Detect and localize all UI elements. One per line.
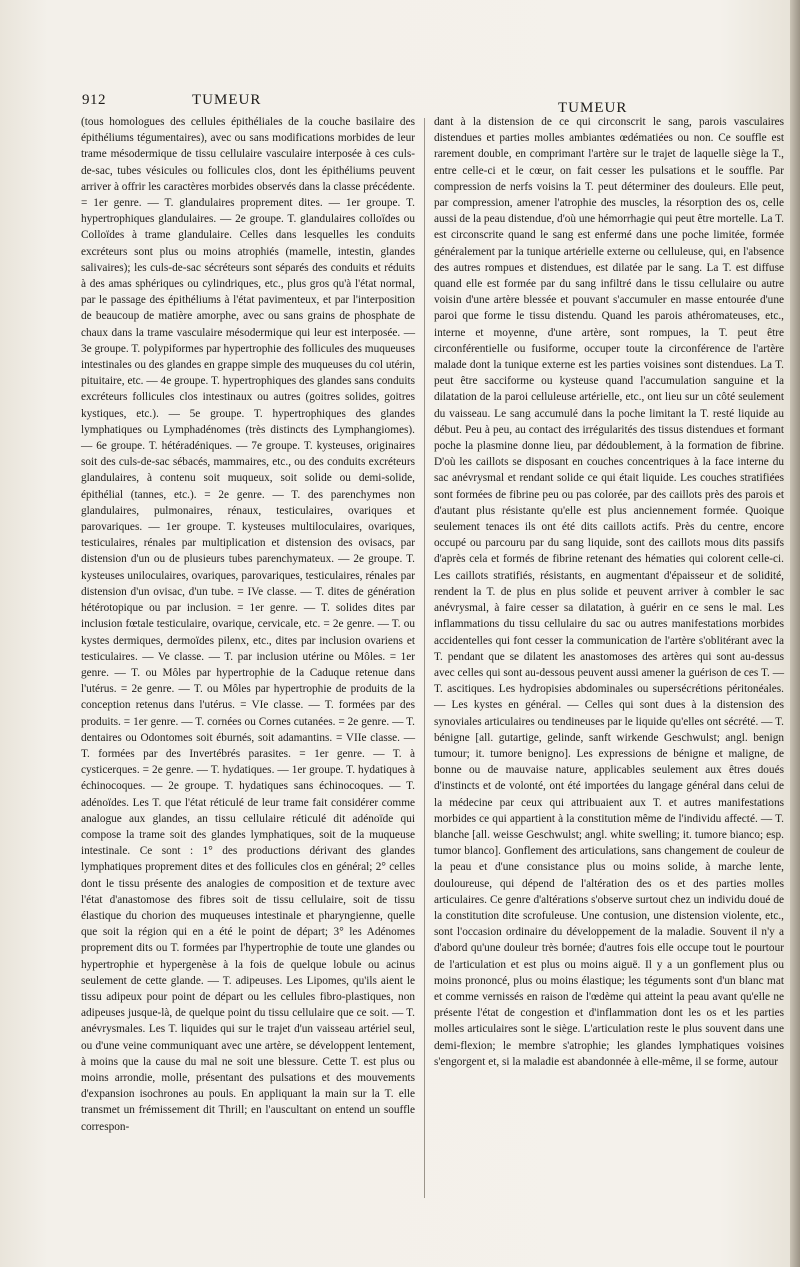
text-column-right <box>434 114 784 1070</box>
body-text-right: dant à la distension de ce qui circonscrit le sang, parois vasculaires distendues et parties molles ambiantes œdématiées ou non. Ce souffle est rarement double, en comprimant l'artère sur le trajet de laquelle siège la T., entre celle-ci et le cœur, on fait cesser les pulsations et le souffle. Par compression de nerfs voisins la T. peut déterminer des douleurs. Elle peut, par compression, amener l'atrophie des muscles, la résorption des os, celle aussi de la peau distendue, d'où une hémorrhagie qui peut être mortelle. La T. est circonscrite quand le sang est enfermé dans une poche limitée, formée généralement par la tunique artérielle externe ou celluleuse, qui, en l'absence des autres rompues et distendues, est dilatée par le sang. La T. est diffuse quand elle est formée par du sang infiltré dans le tissu cellulaire ou autre voisin d'une artère blessée et pouvant s'accumuler en masse entourée d'une paroi que forme le tissu distendu. Quand les parois athéromateuses, etc., interne et moyenne, d'une artère, sont rompues, la T. peut être circonférentielle ou fusiforme, occuper toute la circonférence de l'artère malade dont la tunique externe est les parties voisines sont distendues. La T. peut être sacciforme ou kysteuse quand l'accumulation sanguine et la dilatation de la paroi celluleuse artérielle, etc., ont lieu sur un côté seulement du vaisseau. Le sang accumulé dans la poche limitant la T. resté liquide au début. Peu à peu, au contact des irrégularités des tissus distendues et formant poche la plasmine donne lieu, par dédoublement, à la formation de fibrine. D'où les caillots se disposant en couches concentriques à la face interne du sac anévrysmal et rendant solide ce qui était liquide. Les couches stratifiées sont formées de fibrine peu ou pas colorée, par des caillots près des parois et d'autant plus résistante qu'elle est plus anciennement formée. Quoique seulement tenaces ils ont été dits caillots actifs. Près du centre, encore occupé ou parcouru par du sang liquide, sont des caillots mous dits passifs d'après cela et formés de fibrine retenant des hématies qui colorent celle-ci. Les caillots stratifiés, résistants, en augmentant d'épaisseur et de solidité, rendent la T. de plus en plus solide et peuvent arriver à combler le sac anévrysmal, à faire cesser sa dilatation, à guérir en ce sens le mal. Les inflammations du tissu cellulaire du sac ou autres manifestations morbides accidentelles qui font cesser la communication de l'artère s'oblitérant avec la T. pendant que se dilatent les anastomoses des artères qui sont au-dessus avec celles qui sont au-dessous peuvent aussi amener la guérison de ces T. — T. ascitiques. Les hydropisies abdominales ou supersécrétions péritonéales. — Les kystes en général. — Celles qui sont dues à la distension des synoviales articulaires ou tendineuses par le liquide qu'elles ont sécrété. — T. bénigne [all. gutartige, gelinde, sanft wirkende Geschwulst; angl. benign tumour; it. tumore benigno]. Les expressions de bénigne et maligne, de bonne ou de mauvaise nature, applicables seulement aux êtres doués d'instincts et de volonté, ont été importées du langage général dans celui de la médecine par ceux qui attribuaient aux T. et autres manifestations morbides ce qui appartient à la constitution même de l'individu affecté. — T. blanche [all. weisse Geschwulst; angl. white swelling; it. tumore bianco; esp. tumor blanco]. Gonflement des articulations, sans changement de couleur de la peau et d'une consistance plus ou moins solide, à marche lente, douloureuse, qui dépend de l'altération des os et des parties molles articulaires. Ce genre d'altérations s'observe surtout chez un individu doué de la constitution dite scrofuleuse. Une contusion, une distension violente, etc., sont l'occasion ordinaire du développement de la maladie. Souvent il n'y a d'abord qu'une douleur très bornée; d'autres fois elle occupe tout le pourtour de l'articulation et est plus ou moins aiguë. Il y a un gonflement plus ou moins prononcé, plus ou moins élastique; les téguments sont d'un blanc mat et comme vernissés en raison de l'œdème qui atteint la peau avant qu'elle ne présente l'état de congestion et d'inflammation dont les os et les parties molles articulaires sont le siège. L'articulation reste le plus souvent dans une demi-flexion; le membre s'atrophie; les glandes lymphatiques voisines s'engorgent et, si la maladie est abandonnée à elle-même, il se forme, autour <box>434 116 784 1068</box>
page-number: 912 <box>82 92 106 108</box>
column-divider <box>424 118 425 1198</box>
page-edge-shadow <box>790 0 800 1267</box>
text-column-left <box>81 114 415 1135</box>
running-title-left: TUMEUR <box>192 92 262 108</box>
body-text-left: (tous homologues des cellules épithéliales de la couche basilaire des épithéliums tégumentaires), avec ou sans modifications morbides de leur trame mésodermique de tissu cellulaire vasculaire interposée à ces culs-de-sac, tubes vésicules ou follicules clos, dont les épithéliums peuvent arriver à offrir les caractères morbides observés dans la classe précédente. = 1er genre. — T. glandulaires proprement dites. — 1er groupe. T. hypertrophiques glandulaires. — 2e groupe. T. glandulaires colloïdes ou Colloïdes à trame glandulaire. Celles dans lesquelles les conduits excréteurs sont plus ou moins atrophiés (mamelle, intestin, glandes salivaires); les culs-de-sac sécréteurs sont séparés des conduits et réduits à des amas sphériques ou cylindriques, etc., plus gros qu'à l'état normal, par le passage des épithéliums à l'état pavimenteux, et par l'interposition de beaucoup de matière amorphe, avec ou sans grains de phosphate de chaux dans la trame vasculaire mésodermique qui leur est interposée. — 3e groupe. T. polypiformes par hypertrophie des follicules des muqueuses intestinales ou des glandes en grappe simple des muqueuses du col utérin, pituitaire, etc. — 4e groupe. T. hypertrophiques des glandes sans conduits excréteurs follicules clos intestinaux ou autres (goitres solides, goitres kystiques, etc.). — 5e groupe. T. hypertrophiques des glandes lymphatiques ou Lymphadénomes (très distincts des Lymphangiomes). — 6e groupe. T. hétéradéniques. — 7e groupe. T. kysteuses, originaires soit des culs-de-sac sébacés, mammaires, etc., ou des conduits excréteurs glandulaires, à contenu soit muqueux, soit solide ou demi-solide, épithélial (tannes, etc.). = 2e genre. — T. des parenchymes non glandulaires, pulmonaires, rénaux, testiculaires, ovariques et parovariques. — 1er groupe. T. kysteuses multiloculaires, ovariques, testiculaires, rénales par multiplication et distension des ovisacs, par distension d'un ou de plusieurs tubes parenchymateux. — 2e groupe. T. kysteuses uniloculaires, ovariques, parovariques, testiculaires, rénales par distension d'un ovisac, d'un tube. = IVe classe. — T. dites de génération hétérotopique ou par inclusion. = 1er genre. — T. solides dites par inclusion fœtale testiculaire, ovarique, cervicale, etc. = 2e genre. — T. ou kystes dermiques, dermoïdes pilenx, etc., dites par inclusion ovariens et testiculaires. — Ve classe. — T. par inclusion utérine ou Môles. = 1er genre. — T. ou Môles par hypertrophie de la Caduque retenue dans l'utérus. = 2e genre. — T. ou Môles par hypertrophie de produits de la conception retenus dans l'utérus. = VIe classe. — T. formées par des produits. = 1er genre. — T. cornées ou Cornes cutanées. = 2e genre. — T. dentaires ou Odontomes soit éburnés, soit adamantins. = VIIe classe. — T. formées par des Invertébrés parasites. = 1er genre. — T. à cysticerques. = 2e genre. — T. hydatiques. — 1er groupe. T. hydatiques à échinocoques. — 2e groupe. T. hydatiques sans échinocoques. — T. adénoïdes. Les T. que l'état réticulé de leur trame fait considérer comme analogue aux glandes, an tissu cellulaire réticulé dit adénoïde qui compose la trame soit des glandes lymphatiques, soit de la muqueuse intestinale. Ce sont : 1° des productions dérivant des glandes lymphatiques proprement dites et des follicules clos en général; 2° celles dont le tissu présente des analogies de composition et de texture avec l'état d'anastomose des fibres soit de tissu cellulaire, soit de tissu élastique du chorion des muqueuses intestinale et pharyngienne, quelle que soit la région qui en a été le point de départ; 3° les Adénomes proprement dits ou T. formées par l'hypertrophie de toute une glandes ou hypertrophie et hypergenèse à la fois de quelque lobule ou acinus seulement de cette glande. — T. adipeuses. Les Lipomes, qu'ils aient le tissu adipeux pour point de départ ou les cellules fibro-plastiques, non adipeuses jusque-là, de quelque point du tissu cellulaire que ce soit. — T. anévrysmales. Les T. liquides qui sur le trajet d'un vaisseau artériel seul, ou d'une veine communiquant avec une artère, se développent lentement, à moins que la cause du mal ne soit une blessure. Cette T. est plus ou moins arrondie, molle, présentant des pulsations et des mouvements d'expansion isochrones au pouls. En appliquant la main sur la T. elle transmet un frémissement dit Thrill; en l'auscultant on entend un souffle correspon- <box>81 116 415 1133</box>
running-title-right: TUMEUR <box>558 100 628 116</box>
